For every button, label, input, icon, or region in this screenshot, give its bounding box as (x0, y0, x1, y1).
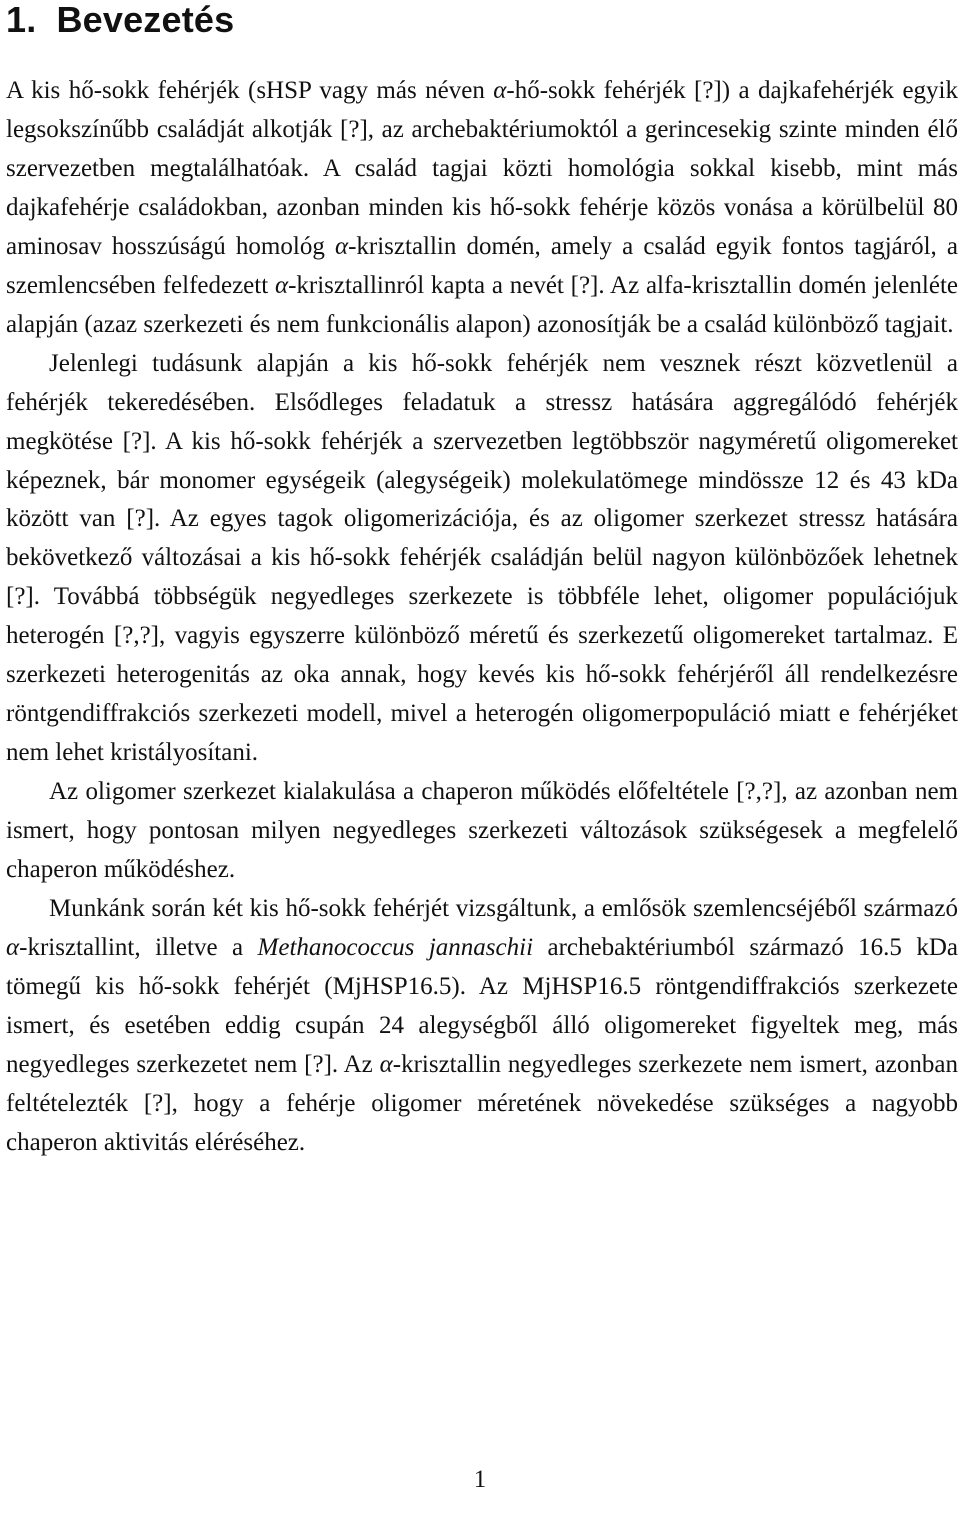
math-alpha: α (334, 232, 349, 260)
text-run: -krisztallin domén, amely a család egyik fontos tagjáról, a szemlencsében felfedezett (6, 232, 959, 299)
paragraph-1 (6, 72, 958, 345)
math-alpha: α (493, 77, 507, 104)
page-number: 1 (473, 1466, 487, 1493)
section-heading (6, 0, 958, 40)
emphasized-text: Methanococcus jannaschii (257, 933, 534, 961)
text-run: -krisztallint, illetve a (19, 933, 258, 961)
text-run: A kis hő-sokk fehérjék (sHSP vagy más néven (6, 77, 494, 104)
text-run: Jelenlegi tudásunk alapján a kis hő-sokk fehérjék nem vesznek részt közvetlenül a fehérjék tekeredésében. Elsődleges feladatuk a stressz hatására aggregálódó fehérjék megkötése [?]. A kis hő-sokk fehérjék a szervezetben legtöbbször nagyméretű oligomereket képeznek, bár monomer egységeik (alegységeik) molekulatömege mindössze 12 és 43 kDa között van [?]. Az egyes tagok oligomerizációja, és az oligomer szerkezet stressz hatására bekövetkező változásai a kis hő-sokk fehérjék családján belül nagyon különbözőek lehetnek [?]. Továbbá többségük negyedleges szerkezete is többféle lehet, oligomer populációjuk heterogén [?,?], vagyis egyszerre különböző méretű és szerkezetű oligomereket tartalmaz. E szerkezeti heterogenitás az oka annak, hogy kevés kis hő-sokk fehérjéről áll rendelkezésre röntgendiffrakciós szerkezeti modell, mivel a heterogén oligomerpopuláció miatt e fehérjéket nem lehet kristályosítani. (6, 349, 958, 767)
body-text (6, 72, 958, 1163)
paragraph-4 (6, 890, 958, 1163)
math-alpha: α (274, 271, 289, 299)
text-run: -krisztallinról kapta a nevét [?]. Az alfa-krisztallin domén jelenléte alapján (azaz szerkezeti és nem funkcionális alapon) azonosítják be a család különböző tagjait. (6, 271, 958, 338)
section-title: Bevezetés (56, 0, 235, 40)
text-run: -hő-sokk fehérjék [?]) a dajkafehérjék egyik legsokszínűbb családját alkotják [?], az archebaktériumoktól a gerincesekig szinte minden élő szervezetben megtalálhatóak. A család tagjai közti homológia sokkal kisebb, mint más dajkafehérje családokban, azonban minden kis hő-sokk fehérje közös vonása a körülbelül 80 aminosav hosszúságú homológ (6, 77, 958, 260)
text-run: Munkánk során két kis hő-sokk fehérjét vizsgáltunk, a emlősök szemlencséjéből származó (49, 895, 958, 923)
math-alpha: α (6, 933, 20, 961)
paragraph-2 (6, 345, 958, 773)
section-number: 1. (6, 0, 37, 40)
text-run: archebaktériumból származó 16.5 kDa tömegű kis hő-sokk fehérjét (MjHSP16.5). Az MjHSP16.5 röntgendiffrakciós szerkezete ismert, és esetében eddig csupán 24 alegységből álló oligomereket figyeltek meg, más negyedleges szerkezetet nem [?]. Az (6, 933, 958, 1078)
paragraph-3 (6, 773, 958, 890)
text-run: -krisztallin negyedleges szerkezete nem ismert, azonban feltételezték [?], hogy a fehérje oligomer méretének növekedése szükséges a nagyobb chaperon aktivitás eléréséhez. (6, 1050, 958, 1156)
document-page (6, 0, 958, 1163)
math-alpha: α (379, 1050, 393, 1078)
text-run: Az oligomer szerkezet kialakulása a chaperon működés előfeltétele [?,?], az azonban nem ismert, hogy pontosan milyen negyedleges szerkezeti változások szükségesek a megfelelő chaperon működéshez. (6, 778, 958, 884)
